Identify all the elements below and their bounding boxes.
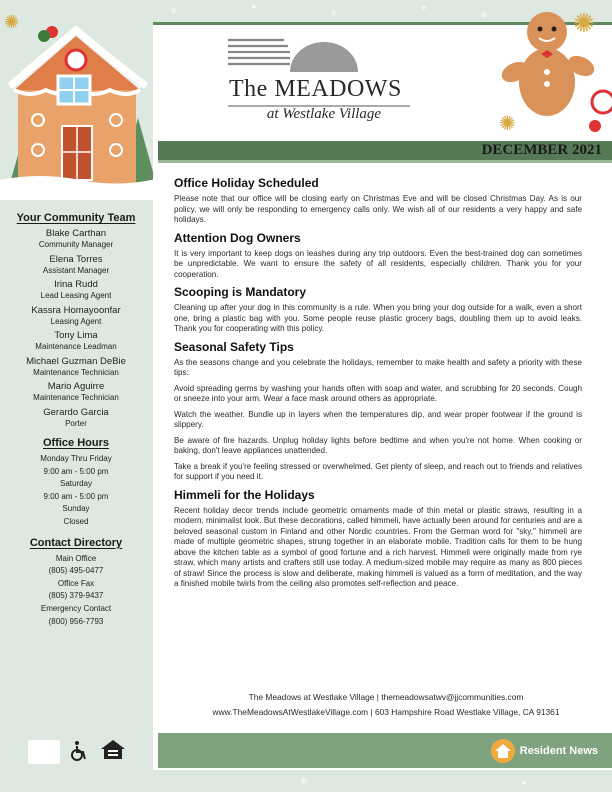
snowflake-icon: ❄ bbox=[480, 10, 488, 20]
sidebar bbox=[0, 0, 152, 792]
article-paragraph: Avoid spreading germs by washing your hands often with soap and water, and scrubbing for 20 seconds. Cough or sneeze into your arm. Wear a face mask around others as appropriate. bbox=[174, 383, 582, 403]
office-hours-section bbox=[0, 437, 152, 529]
contact-label: Emergency Contact bbox=[40, 603, 112, 613]
snowflake-icon: ✦ bbox=[520, 778, 528, 788]
team-member-name: Kassra Homayoonfar bbox=[31, 304, 121, 316]
article-paragraph: Watch the weather. Bundle up in layers when the temperatures dip, and wear proper footwear if the ground is slippery. bbox=[174, 409, 582, 429]
contact-directory-section bbox=[0, 537, 152, 629]
hours-line: Closed bbox=[63, 516, 89, 526]
team-member-role: Community Manager bbox=[38, 240, 114, 249]
hours-line: Monday Thru Friday bbox=[40, 454, 112, 463]
svg-text:✺: ✺ bbox=[499, 113, 516, 135]
team-member-role: Porter bbox=[65, 418, 87, 428]
team-member-name: Mario Aguirre bbox=[47, 381, 105, 392]
article-title: Office Holiday Scheduled bbox=[174, 176, 319, 190]
articles bbox=[174, 176, 582, 595]
team-member-name: Elena Torres bbox=[49, 253, 103, 265]
team-member bbox=[0, 407, 152, 430]
snowflake-icon: ✦ bbox=[420, 3, 428, 13]
hours-line: 9:00 am - 5:00 pm bbox=[43, 491, 109, 501]
issue-date-bar bbox=[158, 141, 612, 160]
article-paragraph: Be aware of fire hazards. Unplug holiday lights before bedtime and when you're not home. When cooking or baking, don't leave appliances unattended. bbox=[174, 435, 582, 455]
article-paragraph: Please note that our office will be closing early on Christmas Eve and will be closed Christmas Day. As is our policy, we will only be responding to emergency calls only. We wish all of our residents a very happy and safe holidays. bbox=[174, 194, 582, 224]
wheelchair-accessible-icon bbox=[68, 740, 90, 762]
article-paragraph: It is very important to keep dogs on leashes during any trip outdoors. Even the best-trained dog can sometimes be unpredictable. We want to ensure the safety of all residents, especially children. Thank you for your cooperation. bbox=[174, 248, 582, 279]
article-title: Scooping is Mandatory bbox=[174, 285, 307, 299]
masthead-subtitle: at Westlake Village bbox=[266, 106, 382, 122]
contact-label: Office Fax bbox=[57, 578, 95, 588]
team-heading: Your Community Team bbox=[16, 212, 136, 224]
article-paragraph: Recent holiday decor trends include geometric ornaments made of thin metal or plastic straws, resulting in a modern, minimalist look. But these decorations, called himmeli, have actually been around for centuries and are a beloved seasonal custom in Finland and other Nordic countries. From the German word for "sky," himmeli are made of multiple geometric shapes, strung together in an elaborate mobile. Tradition calls for them to be hung above the kitchen table as a symbol of good fortune and a rich harvest. Himmeli were originally made from rye straw, which many artists and crafters still use today. A medium-sized mobile may require as many as 800 pieces of straw! Since the process is slow and deliberate, making himmeli is valued as a form of meditation, and the way a finished mobile twirls from the ceiling also promotes self-reflection and peace. bbox=[174, 505, 582, 588]
team-member-role: Assistant Manager bbox=[42, 265, 110, 275]
article-paragraph: Cleaning up after your dog in this community is a rule. When you bring your dog outside for a walk, even a short one, bring a plastic bag with you. Some people reuse plastic grocery bags, doubling them up to avoid leaks. Thank you for cooperating with this policy. bbox=[174, 303, 582, 333]
team-member bbox=[0, 228, 152, 251]
contact-directory-heading: Contact Directory bbox=[29, 536, 123, 549]
office-hours-heading: Office Hours bbox=[42, 437, 109, 449]
article-title: Seasonal Safety Tips bbox=[174, 339, 294, 354]
team-member-name: Tony Lima bbox=[54, 330, 98, 341]
footer-contact-line: The Meadows at Westlake Village | themeadowsatwv@jjcommunities.com bbox=[248, 692, 524, 702]
issue-date: DECEMBER 2021 bbox=[481, 142, 602, 158]
team-member-role: Maintenance Leadman bbox=[35, 342, 117, 351]
team-member bbox=[0, 381, 152, 404]
team-member bbox=[0, 254, 152, 277]
team-member bbox=[0, 356, 152, 379]
team-member-role: Maintenance Technician bbox=[33, 367, 119, 377]
contact-phone[interactable]: (805) 495-0477 bbox=[48, 566, 104, 576]
team-member-role: Lead Leasing Agent bbox=[40, 291, 112, 300]
hours-line: Sunday bbox=[62, 504, 90, 514]
team-member-name: Irina Rudd bbox=[54, 279, 98, 290]
resident-news-label: Resident News bbox=[519, 745, 598, 757]
blank-logo-box bbox=[28, 740, 60, 764]
snowflake-icon: ✦ bbox=[250, 2, 258, 12]
gingerbread-house-illustration bbox=[0, 0, 160, 200]
equal-housing-icon bbox=[100, 739, 126, 763]
footer-address-line[interactable]: www.TheMeadowsAtWestlakeVillage.com | 603 Hampshire Road Westlake Village, CA 91361 bbox=[212, 707, 560, 717]
article-title: Himmeli for the Holidays bbox=[174, 487, 315, 502]
article-paragraph: Take a break if you're feeling stressed or overwhelmed. Get plenty of sleep, and reach out to friends and relatives for support if you need it. bbox=[174, 461, 582, 481]
team-member-name: Gerardo Garcia bbox=[43, 406, 109, 418]
team-member bbox=[0, 279, 152, 302]
contact-phone[interactable]: (805) 379-9437 bbox=[48, 591, 104, 601]
svg-text:✺: ✺ bbox=[4, 12, 20, 32]
team-member-role: Maintenance Technician bbox=[33, 393, 119, 402]
article-title: Attention Dog Owners bbox=[174, 230, 301, 245]
hours-line: 9:00 am - 5:00 pm bbox=[43, 466, 109, 476]
date-bar-underline bbox=[158, 160, 612, 163]
resident-news-logo bbox=[490, 738, 598, 764]
contact-label: Main Office bbox=[55, 553, 97, 563]
team-member-name: Michael Guzman DeBie bbox=[26, 355, 126, 367]
community-team-section bbox=[0, 212, 152, 628]
snowflake-icon: ❄ bbox=[170, 6, 178, 16]
masthead-title: The MEADOWS bbox=[229, 76, 402, 102]
footer-bar bbox=[158, 733, 612, 768]
svg-text:✺: ✺ bbox=[573, 8, 595, 38]
house-sun-icon bbox=[490, 738, 516, 764]
article-paragraph: As the seasons change and you celebrate the holidays, remember to make health and safety a priority with these tips: bbox=[174, 357, 582, 377]
contact-phone[interactable]: (800) 956-7793 bbox=[48, 616, 104, 626]
snowflake-icon: ❄ bbox=[330, 8, 338, 18]
team-member-name: Blake Carthan bbox=[45, 228, 107, 239]
gingerbread-man-illustration bbox=[495, 2, 612, 142]
team-member-role: Leasing Agent bbox=[50, 316, 102, 326]
team-member bbox=[0, 330, 152, 353]
hours-line: Saturday bbox=[59, 479, 93, 489]
snowflake-icon: ❄ bbox=[300, 776, 308, 786]
team-member bbox=[0, 305, 152, 328]
